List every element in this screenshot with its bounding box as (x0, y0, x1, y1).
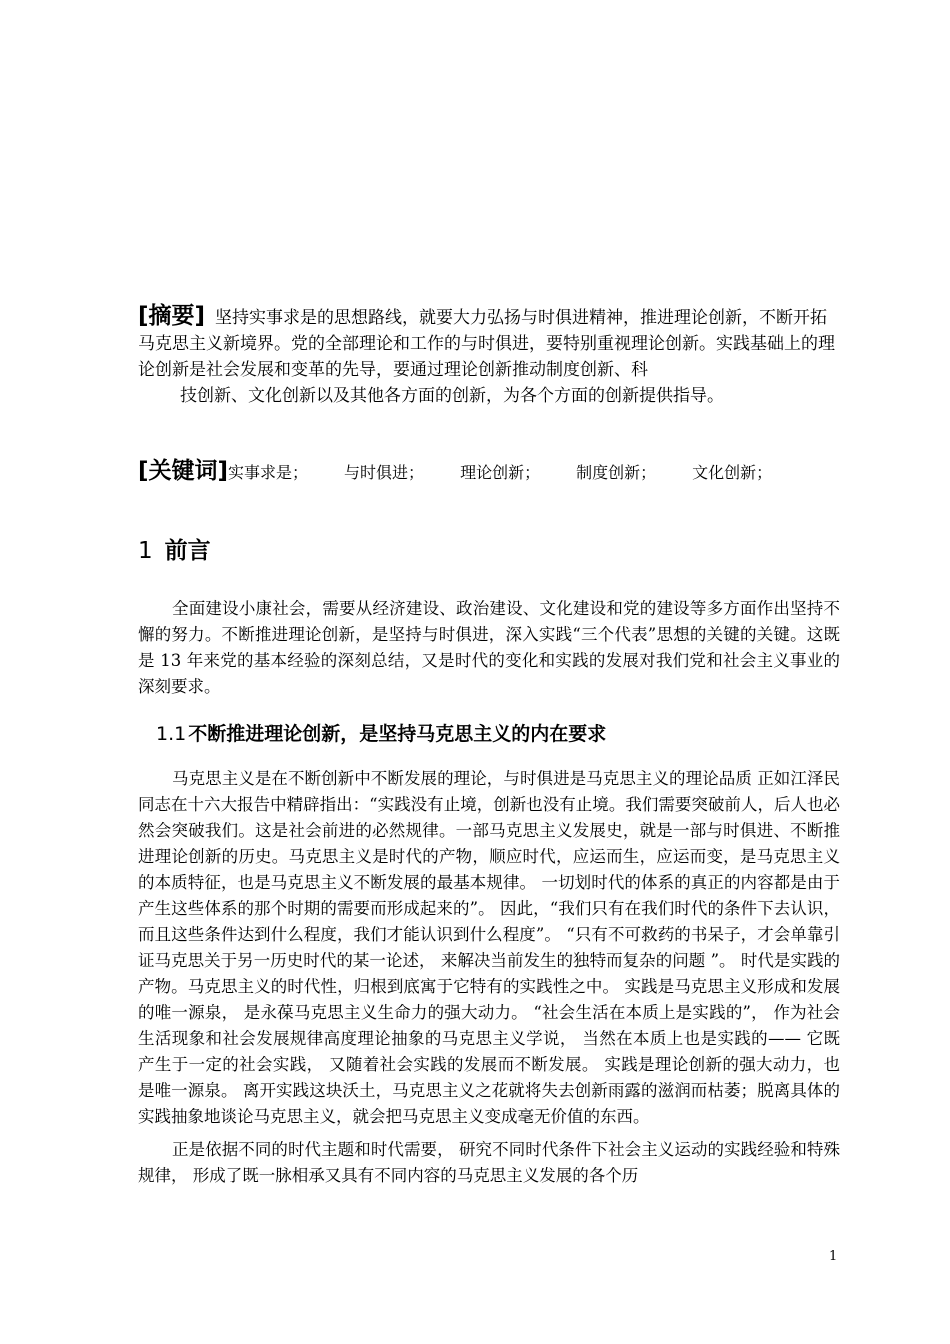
keyword-item: 制度创新； (576, 463, 657, 482)
keywords (138, 456, 840, 488)
subsection-paragraph: 马克思主义是在不断创新中不断发展的理论，与时俱进是马克思主义的理论品质 正如江泽民同志在十六大报告中精辟指出：“实践没有止境，创新也没有止境。我们需要突破前人，后人也必然会突破我们。这是社会前进的必然规律。一部马克思主义发展史，就是一部与时俱进、不断推进理论创新的历史。马克思主义是时代的产物，顺应时代，应运而生，应运而变，是马克思主义的本质特征，也是马克思主义不断发展的最基本规律。 一切划时代的体系的真正的内容都是由于产生这些体系的那个时期的需要而形成起来的”。 因此，“我们只有在我们时代的条件下去认识，而且这些条件达到什么程度，我们才能认识到什么程度”。 “只有不可救药的书呆子，才会单靠引证马克思关于另一历史时代的某一论述， 来解决当前发生的独特而复杂的问题 ”。 时代是实践的产物。马克思主义的时代性，归根到底寓于它特有的实践性之中。 实践是马克思主义形成和发展的唯一源泉， 是永葆马克思主义生命力的强大动力。 “社会生活在本质上是实践的”， 作为社会生活现象和社会发展规律高度理论抽象的马克思主义学说， 当然在本质上也是实践的—— 它既产生于一定的社会实践， 又随着社会实践的发展而不断发展。 实践是理论创新的强大动力，也是唯一源泉。 离开实践这块沃土，马克思主义之花就将失去创新雨露的滋润而枯萎；脱离具体的实践抽象地谈论马克思主义，就会把马克思主义变成毫无价值的东西。 (138, 769, 840, 1126)
page-number: 1 (829, 1249, 838, 1264)
subsection-heading (156, 719, 606, 746)
abstract (138, 303, 840, 409)
subsection-number: 1.1 (156, 723, 187, 745)
abstract-label: [摘要] (138, 303, 206, 329)
keywords-label: [关键词] (138, 458, 229, 484)
subsection-paragraph: 正是依据不同的时代主题和时代需要， 研究不同时代条件下社会主义运动的实践经验和特殊规律， 形成了既一脉相承又具有不同内容的马克思主义发展的各个历 (138, 1140, 840, 1185)
section-title: 前言 (164, 538, 211, 564)
keyword-item: 理论创新； (460, 463, 541, 482)
keyword-item: 实事求是； (228, 463, 309, 482)
abstract-text: 坚持实事求是的思想路线，就要大力弘扬与时俱进精神，推进理论创新，不断开拓马克思主义新境界。党的全部理论和工作的与时俱进，要特别重视理论创新。实践基础上的理论创新是社会发展和变革的先导，要通过理论创新推动制度创新、科 (138, 308, 835, 380)
subsection-title: 不断推进理论创新，是坚持马克思主义的内在要求 (188, 723, 607, 745)
keyword-item: 文化创新； (692, 463, 773, 482)
abstract-text-last-line: 技创新、文化创新以及其他各方面的创新，为各个方面的创新提供指导。 (180, 386, 724, 406)
keyword-item: 与时俱进； (344, 463, 425, 482)
section-heading (138, 532, 211, 565)
section-number: 1 (138, 538, 153, 564)
section-paragraph: 全面建设小康社会，需要从经济建设、政治建设、文化建设和党的建设等多方面作出坚持不懈的努力。不断推进理论创新，是坚持与时俱进，深入实践“三个代表”思想的关键的关键。这既是 13 年来党的基本经验的深刻总结，又是时代的变化和实践的发展对我们党和社会主义事业的深刻要求。 (138, 599, 840, 696)
